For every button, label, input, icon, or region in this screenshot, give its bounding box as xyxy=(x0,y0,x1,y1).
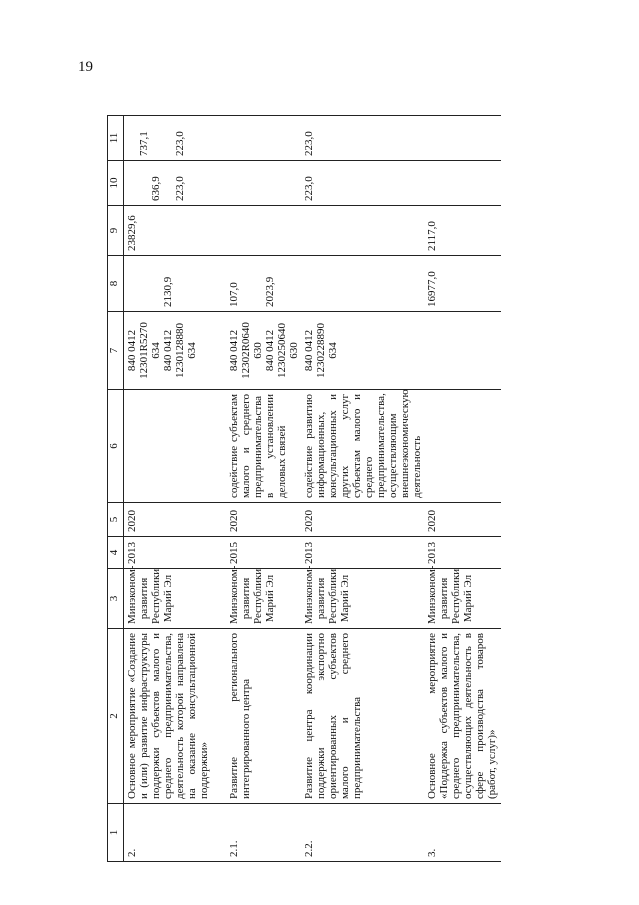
budget-codes xyxy=(301,312,424,390)
start-year: 2015 xyxy=(226,537,301,569)
budget-code: 634 xyxy=(186,342,198,359)
header-cell: 2 xyxy=(108,629,124,804)
row-number: 2. xyxy=(124,804,227,862)
value-col10 xyxy=(226,161,301,206)
header-cell: 10 xyxy=(108,161,124,206)
budget-code: 840 0412 xyxy=(303,329,315,372)
executor: Минэконом-развития Республики Марий Эл xyxy=(226,569,301,629)
start-year: 2013 xyxy=(124,537,227,569)
value: 2130,9 xyxy=(162,276,174,307)
table-row xyxy=(424,116,501,862)
start-year: 2013 xyxy=(301,537,424,569)
value-col9 xyxy=(301,206,424,256)
header-cell: 5 xyxy=(108,503,124,537)
activity-name: Основное мероприятие «Поддержка субъектов малого и среднего предпринимательства, осуществляющих деятельность в сфере производства товаров (работ, услуг)» xyxy=(424,629,501,804)
page-number: 19 xyxy=(78,59,93,75)
program-activities-table xyxy=(107,115,501,862)
budget-code: 1230128880 xyxy=(174,323,186,378)
table-row xyxy=(226,116,301,862)
header-cell: 1 xyxy=(108,804,124,862)
value-col8: 16977,0 xyxy=(424,256,501,312)
budget-codes xyxy=(124,312,227,390)
end-year: 2020 xyxy=(301,503,424,537)
expected-result: содействие развитию информационных, консультационных и других услуг субъектам малого и среднего предпринимательства, осуществляющим внешнеэкономическую деятельность xyxy=(301,390,424,503)
value-col8 xyxy=(226,256,301,312)
value-col8 xyxy=(301,256,424,312)
value: 107,0 xyxy=(228,282,240,307)
expected-result: содействие субъектам малого и среднего предпринимательства в установлении деловых связей xyxy=(226,390,301,503)
budget-code: 12302R0640 xyxy=(240,322,252,379)
budget-code: 12301R5270 xyxy=(138,322,150,379)
header-cell: 3 xyxy=(108,569,124,629)
value: 223,0 xyxy=(174,131,186,156)
value: 737,1 xyxy=(138,131,150,156)
value-col9: 2117,0 xyxy=(424,206,501,256)
header-cell: 7 xyxy=(108,312,124,390)
table-row xyxy=(124,116,227,862)
budget-code: 634 xyxy=(327,342,339,359)
end-year: 2020 xyxy=(424,503,501,537)
budget-code: 1230228890 xyxy=(315,323,327,378)
value-col9 xyxy=(124,206,227,256)
executor: Минэконом-развития Республики Марий Эл xyxy=(424,569,501,629)
value-col11 xyxy=(226,116,301,161)
budget-code: 1230250640 xyxy=(276,323,288,378)
budget-codes xyxy=(226,312,301,390)
row-number: 2.1. xyxy=(226,804,301,862)
value: 636,9 xyxy=(150,176,162,201)
header-cell: 4 xyxy=(108,537,124,569)
header-cell: 11 xyxy=(108,116,124,161)
value-col10: 223,0 xyxy=(301,161,424,206)
value-col9 xyxy=(226,206,301,256)
rotated-table-container xyxy=(107,116,635,862)
end-year: 2020 xyxy=(226,503,301,537)
row-number: 2.2. xyxy=(301,804,424,862)
expected-result xyxy=(424,390,501,503)
budget-code: 840 0412 xyxy=(228,329,240,372)
value-col10 xyxy=(124,161,227,206)
budget-code: 634 xyxy=(150,342,162,359)
budget-code: 840 0412 xyxy=(264,329,276,372)
header-cell: 8 xyxy=(108,256,124,312)
value-col8 xyxy=(124,256,227,312)
table-row xyxy=(301,116,424,862)
budget-codes xyxy=(424,312,501,390)
budget-code: 840 0412 xyxy=(126,329,138,372)
budget-code: 630 xyxy=(288,342,300,359)
value-col10 xyxy=(424,161,501,206)
value: 223,0 xyxy=(174,176,186,201)
expected-result xyxy=(124,390,227,503)
value-col11 xyxy=(124,116,227,161)
value-col11 xyxy=(424,116,501,161)
activity-name: Основное мероприятие «Создание и (или) развитие инфраструктуры поддержки субъектов малого и среднего предпринимательства, деятельность которой направлена на оказание консультационной поддержки» xyxy=(124,629,227,804)
activity-name: Развитие регионального интегрированного центра xyxy=(226,629,301,804)
value-col11: 223,0 xyxy=(301,116,424,161)
column-number-header xyxy=(108,116,124,862)
row-number: 3. xyxy=(424,804,501,862)
end-year: 2020 xyxy=(124,503,227,537)
header-cell: 6 xyxy=(108,390,124,503)
executor: Минэконом-развития Республики Марий Эл xyxy=(124,569,227,629)
value: 2023,9 xyxy=(264,276,276,307)
start-year: 2013 xyxy=(424,537,501,569)
header-cell: 9 xyxy=(108,206,124,256)
budget-code: 840 0412 xyxy=(162,329,174,372)
executor: Минэконом-развития Республики Марий Эл xyxy=(301,569,424,629)
activity-name: Развитие центра координации поддержки экспортно ориентированных субъектов малого и среднего предпринимательства xyxy=(301,629,424,804)
budget-code: 630 xyxy=(252,342,264,359)
value: 23829,6 xyxy=(126,215,138,251)
